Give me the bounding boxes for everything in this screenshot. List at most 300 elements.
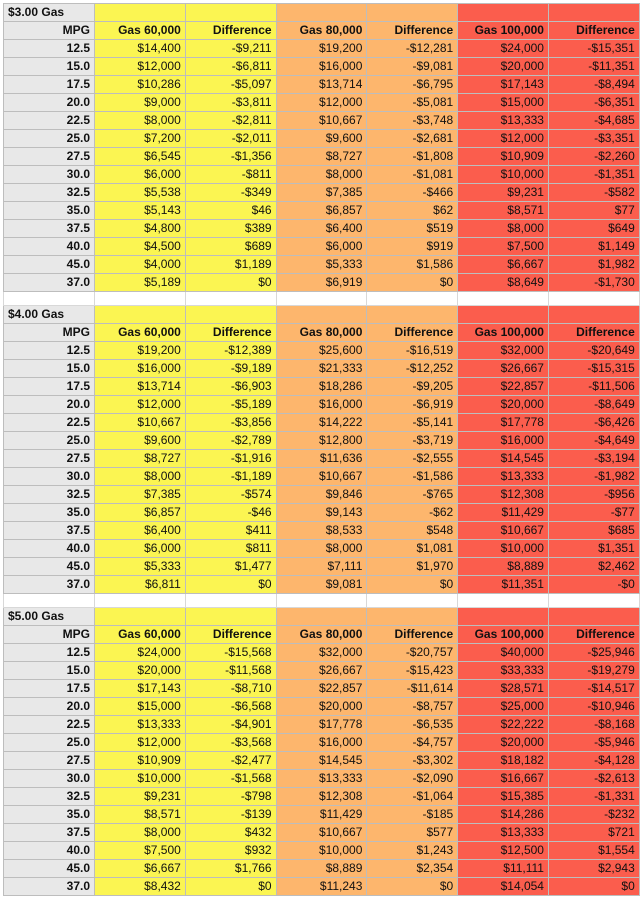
difference-80000[interactable]: $1,081 [367,540,458,558]
difference-60000[interactable]: -$1,356 [185,148,276,166]
mpg-cell[interactable]: 20.0 [4,94,95,112]
difference-80000[interactable]: -$1,064 [367,788,458,806]
mpg-cell[interactable]: 20.0 [4,698,95,716]
difference-80000[interactable]: -$5,141 [367,414,458,432]
empty-cell[interactable] [548,4,639,22]
difference-60000[interactable]: $389 [185,220,276,238]
difference-80000[interactable]: $62 [367,202,458,220]
cost-gas-80000[interactable]: $10,000 [276,842,367,860]
average-mpg-cell[interactable]: 37.0 [4,878,95,896]
difference-100000[interactable]: -$19,279 [548,662,639,680]
difference-80000[interactable]: -$466 [367,184,458,202]
cost-gas-60000[interactable]: $10,909 [95,752,186,770]
mpg-cell[interactable]: 20.0 [4,396,95,414]
difference-100000[interactable]: -$6,426 [548,414,639,432]
cost-gas-100000[interactable]: $15,385 [458,788,549,806]
cost-gas-80000[interactable]: $16,000 [276,396,367,414]
cost-gas-100000[interactable]: $8,889 [458,558,549,576]
average-difference-60000[interactable]: $0 [185,274,276,292]
difference-60000[interactable]: -$11,568 [185,662,276,680]
difference-60000[interactable]: $811 [185,540,276,558]
cost-gas-80000[interactable]: $10,667 [276,468,367,486]
difference-100000[interactable]: -$77 [548,504,639,522]
average-cost-gas-100000[interactable]: $8,649 [458,274,549,292]
mpg-cell[interactable]: 35.0 [4,504,95,522]
difference-100000[interactable]: -$25,946 [548,644,639,662]
cost-gas-80000[interactable]: $22,857 [276,680,367,698]
cost-gas-80000[interactable]: $9,846 [276,486,367,504]
difference-100000[interactable]: -$4,685 [548,112,639,130]
cost-gas-80000[interactable]: $26,667 [276,662,367,680]
difference-100000[interactable]: -$14,517 [548,680,639,698]
mpg-cell[interactable]: 25.0 [4,734,95,752]
mpg-cell[interactable]: 32.5 [4,486,95,504]
cost-gas-60000[interactable]: $10,667 [95,414,186,432]
cost-gas-60000[interactable]: $12,000 [95,396,186,414]
cost-gas-60000[interactable]: $5,333 [95,558,186,576]
empty-cell[interactable] [458,306,549,324]
cost-gas-60000[interactable]: $4,800 [95,220,186,238]
cost-gas-80000[interactable]: $14,545 [276,752,367,770]
mpg-cell[interactable]: 30.0 [4,468,95,486]
average-mpg-cell[interactable]: 37.0 [4,274,95,292]
difference-80000[interactable]: -$1,586 [367,468,458,486]
difference-100000[interactable]: $685 [548,522,639,540]
cost-gas-80000[interactable]: $17,778 [276,716,367,734]
difference-60000[interactable]: -$798 [185,788,276,806]
cost-gas-60000[interactable]: $17,143 [95,680,186,698]
difference-60000[interactable]: -$1,568 [185,770,276,788]
difference-100000[interactable]: -$11,506 [548,378,639,396]
average-cost-gas-100000[interactable]: $11,351 [458,576,549,594]
difference-60000[interactable]: -$8,710 [185,680,276,698]
difference-100000[interactable]: -$2,613 [548,770,639,788]
difference-80000[interactable]: -$6,795 [367,76,458,94]
average-cost-gas-80000[interactable]: $6,919 [276,274,367,292]
average-difference-80000[interactable]: $0 [367,576,458,594]
difference-80000[interactable]: -$4,757 [367,734,458,752]
difference-60000[interactable]: -$2,477 [185,752,276,770]
difference-100000[interactable]: -$1,351 [548,166,639,184]
difference-80000[interactable]: $1,970 [367,558,458,576]
difference-60000[interactable]: -$12,389 [185,342,276,360]
difference-80000[interactable]: -$765 [367,486,458,504]
average-cost-gas-60000[interactable]: $8,432 [95,878,186,896]
cost-gas-60000[interactable]: $4,500 [95,238,186,256]
difference-80000[interactable]: -$12,281 [367,40,458,58]
cost-gas-100000[interactable]: $11,111 [458,860,549,878]
difference-80000[interactable]: $1,586 [367,256,458,274]
difference-60000[interactable]: $411 [185,522,276,540]
average-difference-60000[interactable]: $0 [185,878,276,896]
difference-60000[interactable]: $689 [185,238,276,256]
difference-100000[interactable]: -$6,351 [548,94,639,112]
empty-cell[interactable] [95,306,186,324]
cost-gas-80000[interactable]: $20,000 [276,698,367,716]
average-difference-100000[interactable]: $0 [548,878,639,896]
mpg-cell[interactable]: 37.5 [4,220,95,238]
mpg-cell[interactable]: 40.0 [4,540,95,558]
cost-gas-60000[interactable]: $7,500 [95,842,186,860]
mpg-cell[interactable]: 45.0 [4,256,95,274]
difference-80000[interactable]: -$9,081 [367,58,458,76]
cost-gas-60000[interactable]: $20,000 [95,662,186,680]
difference-100000[interactable]: -$3,194 [548,450,639,468]
mpg-cell[interactable]: 22.5 [4,112,95,130]
cost-gas-100000[interactable]: $20,000 [458,58,549,76]
cost-gas-100000[interactable]: $28,571 [458,680,549,698]
average-cost-gas-80000[interactable]: $9,081 [276,576,367,594]
difference-60000[interactable]: $1,477 [185,558,276,576]
difference-100000[interactable]: -$2,260 [548,148,639,166]
cost-gas-80000[interactable]: $11,429 [276,806,367,824]
cost-gas-60000[interactable]: $12,000 [95,734,186,752]
difference-80000[interactable]: -$185 [367,806,458,824]
empty-cell[interactable] [548,306,639,324]
cost-gas-80000[interactable]: $21,333 [276,360,367,378]
mpg-cell[interactable]: 15.0 [4,58,95,76]
cost-gas-80000[interactable]: $10,667 [276,112,367,130]
average-difference-100000[interactable]: -$1,730 [548,274,639,292]
cost-gas-100000[interactable]: $10,667 [458,522,549,540]
difference-80000[interactable]: -$9,205 [367,378,458,396]
empty-cell[interactable] [185,4,276,22]
mpg-cell[interactable]: 12.5 [4,40,95,58]
cost-gas-80000[interactable]: $8,727 [276,148,367,166]
difference-60000[interactable]: $1,189 [185,256,276,274]
difference-100000[interactable]: $2,943 [548,860,639,878]
difference-60000[interactable]: -$5,097 [185,76,276,94]
cost-gas-60000[interactable]: $6,857 [95,504,186,522]
difference-100000[interactable]: -$15,315 [548,360,639,378]
difference-60000[interactable]: -$574 [185,486,276,504]
average-mpg-cell[interactable]: 37.0 [4,576,95,594]
cost-gas-80000[interactable]: $7,111 [276,558,367,576]
cost-gas-100000[interactable]: $18,182 [458,752,549,770]
cost-gas-100000[interactable]: $33,333 [458,662,549,680]
difference-80000[interactable]: -$3,719 [367,432,458,450]
difference-60000[interactable]: -$1,916 [185,450,276,468]
cost-gas-100000[interactable]: $13,333 [458,468,549,486]
cost-gas-60000[interactable]: $13,714 [95,378,186,396]
cost-gas-60000[interactable]: $6,545 [95,148,186,166]
cost-gas-100000[interactable]: $13,333 [458,112,549,130]
cost-gas-60000[interactable]: $9,600 [95,432,186,450]
cost-gas-100000[interactable]: $25,000 [458,698,549,716]
difference-60000[interactable]: -$9,211 [185,40,276,58]
difference-60000[interactable]: -$9,189 [185,360,276,378]
empty-cell[interactable] [367,4,458,22]
difference-80000[interactable]: $519 [367,220,458,238]
average-cost-gas-60000[interactable]: $6,811 [95,576,186,594]
cost-gas-60000[interactable]: $15,000 [95,698,186,716]
difference-80000[interactable]: -$15,423 [367,662,458,680]
mpg-cell[interactable]: 27.5 [4,148,95,166]
difference-60000[interactable]: -$3,856 [185,414,276,432]
difference-80000[interactable]: -$2,090 [367,770,458,788]
difference-100000[interactable]: -$20,649 [548,342,639,360]
mpg-cell[interactable]: 35.0 [4,806,95,824]
mpg-header[interactable]: MPG [4,324,95,342]
average-difference-80000[interactable]: $0 [367,878,458,896]
cost-gas-60000[interactable]: $24,000 [95,644,186,662]
difference-100000[interactable]: -$8,168 [548,716,639,734]
mpg-cell[interactable]: 15.0 [4,360,95,378]
cost-gas-80000[interactable]: $8,533 [276,522,367,540]
section-title[interactable]: $4.00 Gas [4,306,95,324]
difference-80000[interactable]: $577 [367,824,458,842]
difference-60000[interactable]: $1,766 [185,860,276,878]
mpg-cell[interactable]: 17.5 [4,76,95,94]
cost-gas-100000[interactable]: $11,429 [458,504,549,522]
difference-60000[interactable]: $432 [185,824,276,842]
section-title[interactable]: $3.00 Gas [4,4,95,22]
header-gas-100000[interactable]: Gas 100,000 [458,324,549,342]
cost-gas-100000[interactable]: $8,000 [458,220,549,238]
mpg-cell[interactable]: 30.0 [4,770,95,788]
header-gas-80000[interactable]: Gas 80,000 [276,626,367,644]
cost-gas-100000[interactable]: $9,231 [458,184,549,202]
cost-gas-60000[interactable]: $9,231 [95,788,186,806]
difference-60000[interactable]: -$2,789 [185,432,276,450]
cost-gas-60000[interactable]: $8,000 [95,112,186,130]
difference-80000[interactable]: -$12,252 [367,360,458,378]
header-difference-60000[interactable]: Difference [185,324,276,342]
cost-gas-60000[interactable]: $16,000 [95,360,186,378]
difference-60000[interactable]: -$139 [185,806,276,824]
cost-gas-80000[interactable]: $11,636 [276,450,367,468]
empty-cell[interactable] [185,608,276,626]
header-difference-80000[interactable]: Difference [367,626,458,644]
cost-gas-60000[interactable]: $8,000 [95,468,186,486]
mpg-cell[interactable]: 37.5 [4,522,95,540]
difference-80000[interactable]: -$1,081 [367,166,458,184]
cost-gas-100000[interactable]: $22,222 [458,716,549,734]
mpg-cell[interactable]: 40.0 [4,238,95,256]
difference-80000[interactable]: $548 [367,522,458,540]
difference-80000[interactable]: -$5,081 [367,94,458,112]
cost-gas-80000[interactable]: $12,800 [276,432,367,450]
difference-80000[interactable]: $919 [367,238,458,256]
cost-gas-60000[interactable]: $10,000 [95,770,186,788]
cost-gas-60000[interactable]: $14,400 [95,40,186,58]
cost-gas-100000[interactable]: $17,143 [458,76,549,94]
mpg-cell[interactable]: 12.5 [4,342,95,360]
difference-100000[interactable]: $721 [548,824,639,842]
cost-gas-80000[interactable]: $25,600 [276,342,367,360]
difference-60000[interactable]: -$349 [185,184,276,202]
cost-gas-60000[interactable]: $7,200 [95,130,186,148]
cost-gas-100000[interactable]: $17,778 [458,414,549,432]
cost-gas-80000[interactable]: $6,857 [276,202,367,220]
difference-80000[interactable]: $2,354 [367,860,458,878]
cost-gas-60000[interactable]: $10,286 [95,76,186,94]
cost-gas-100000[interactable]: $12,308 [458,486,549,504]
empty-cell[interactable] [367,608,458,626]
difference-60000[interactable]: -$3,568 [185,734,276,752]
average-difference-60000[interactable]: $0 [185,576,276,594]
mpg-cell[interactable]: 40.0 [4,842,95,860]
difference-80000[interactable]: -$62 [367,504,458,522]
mpg-header[interactable]: MPG [4,626,95,644]
difference-80000[interactable]: -$16,519 [367,342,458,360]
difference-60000[interactable]: -$1,189 [185,468,276,486]
cost-gas-100000[interactable]: $10,000 [458,540,549,558]
difference-100000[interactable]: -$956 [548,486,639,504]
difference-100000[interactable]: $649 [548,220,639,238]
cost-gas-100000[interactable]: $20,000 [458,734,549,752]
cost-gas-60000[interactable]: $8,000 [95,824,186,842]
cost-gas-100000[interactable]: $26,667 [458,360,549,378]
mpg-cell[interactable]: 45.0 [4,860,95,878]
cost-gas-60000[interactable]: $8,571 [95,806,186,824]
difference-100000[interactable]: -$11,351 [548,58,639,76]
cost-gas-60000[interactable]: $6,400 [95,522,186,540]
empty-cell[interactable] [95,4,186,22]
difference-100000[interactable]: $1,982 [548,256,639,274]
cost-gas-80000[interactable]: $9,600 [276,130,367,148]
difference-80000[interactable]: -$3,302 [367,752,458,770]
cost-gas-100000[interactable]: $22,857 [458,378,549,396]
difference-60000[interactable]: -$6,903 [185,378,276,396]
difference-80000[interactable]: $1,243 [367,842,458,860]
difference-60000[interactable]: -$5,189 [185,396,276,414]
empty-cell[interactable] [276,4,367,22]
difference-100000[interactable]: -$15,351 [548,40,639,58]
cost-gas-80000[interactable]: $13,333 [276,770,367,788]
difference-60000[interactable]: $932 [185,842,276,860]
cost-gas-80000[interactable]: $32,000 [276,644,367,662]
empty-cell[interactable] [95,608,186,626]
difference-60000[interactable]: -$46 [185,504,276,522]
mpg-cell[interactable]: 25.0 [4,432,95,450]
cost-gas-80000[interactable]: $7,385 [276,184,367,202]
average-difference-80000[interactable]: $0 [367,274,458,292]
cost-gas-80000[interactable]: $12,308 [276,788,367,806]
difference-80000[interactable]: -$3,748 [367,112,458,130]
difference-60000[interactable]: -$15,568 [185,644,276,662]
mpg-cell[interactable]: 15.0 [4,662,95,680]
header-difference-80000[interactable]: Difference [367,22,458,40]
cost-gas-100000[interactable]: $32,000 [458,342,549,360]
difference-80000[interactable]: -$11,614 [367,680,458,698]
cost-gas-100000[interactable]: $15,000 [458,94,549,112]
mpg-cell[interactable]: 32.5 [4,184,95,202]
cost-gas-100000[interactable]: $40,000 [458,644,549,662]
empty-cell[interactable] [276,608,367,626]
difference-100000[interactable]: -$8,649 [548,396,639,414]
cost-gas-100000[interactable]: $7,500 [458,238,549,256]
section-title[interactable]: $5.00 Gas [4,608,95,626]
cost-gas-100000[interactable]: $12,500 [458,842,549,860]
difference-100000[interactable]: -$4,128 [548,752,639,770]
header-difference-60000[interactable]: Difference [185,22,276,40]
mpg-cell[interactable]: 22.5 [4,716,95,734]
mpg-cell[interactable]: 32.5 [4,788,95,806]
cost-gas-80000[interactable]: $18,286 [276,378,367,396]
cost-gas-80000[interactable]: $12,000 [276,94,367,112]
cost-gas-80000[interactable]: $6,000 [276,238,367,256]
empty-cell[interactable] [367,306,458,324]
cost-gas-100000[interactable]: $14,286 [458,806,549,824]
difference-100000[interactable]: $1,351 [548,540,639,558]
cost-gas-60000[interactable]: $9,000 [95,94,186,112]
mpg-cell[interactable]: 37.5 [4,824,95,842]
mpg-cell[interactable]: 17.5 [4,378,95,396]
mpg-cell[interactable]: 27.5 [4,752,95,770]
cost-gas-80000[interactable]: $13,714 [276,76,367,94]
cost-gas-60000[interactable]: $5,538 [95,184,186,202]
cost-gas-60000[interactable]: $6,000 [95,166,186,184]
difference-100000[interactable]: $77 [548,202,639,220]
difference-60000[interactable]: -$2,011 [185,130,276,148]
difference-100000[interactable]: $1,554 [548,842,639,860]
empty-cell[interactable] [276,306,367,324]
difference-100000[interactable]: -$582 [548,184,639,202]
cost-gas-100000[interactable]: $14,545 [458,450,549,468]
header-difference-100000[interactable]: Difference [548,626,639,644]
mpg-cell[interactable]: 27.5 [4,450,95,468]
average-cost-gas-80000[interactable]: $11,243 [276,878,367,896]
cost-gas-60000[interactable]: $6,667 [95,860,186,878]
cost-gas-100000[interactable]: $13,333 [458,824,549,842]
cost-gas-100000[interactable]: $16,000 [458,432,549,450]
difference-80000[interactable]: -$8,757 [367,698,458,716]
header-gas-100000[interactable]: Gas 100,000 [458,22,549,40]
average-cost-gas-100000[interactable]: $14,054 [458,878,549,896]
empty-cell[interactable] [458,4,549,22]
header-gas-80000[interactable]: Gas 80,000 [276,22,367,40]
cost-gas-80000[interactable]: $10,667 [276,824,367,842]
cost-gas-60000[interactable]: $8,727 [95,450,186,468]
cost-gas-80000[interactable]: $8,000 [276,166,367,184]
cost-gas-100000[interactable]: $10,909 [458,148,549,166]
mpg-cell[interactable]: 22.5 [4,414,95,432]
difference-100000[interactable]: -$232 [548,806,639,824]
difference-100000[interactable]: -$4,649 [548,432,639,450]
empty-cell[interactable] [185,306,276,324]
cost-gas-80000[interactable]: $6,400 [276,220,367,238]
header-difference-100000[interactable]: Difference [548,324,639,342]
difference-80000[interactable]: -$1,808 [367,148,458,166]
cost-gas-100000[interactable]: $8,571 [458,202,549,220]
cost-gas-80000[interactable]: $5,333 [276,256,367,274]
cost-gas-100000[interactable]: $6,667 [458,256,549,274]
header-difference-60000[interactable]: Difference [185,626,276,644]
header-difference-80000[interactable]: Difference [367,324,458,342]
cost-gas-80000[interactable]: $16,000 [276,734,367,752]
cost-gas-100000[interactable]: $10,000 [458,166,549,184]
difference-60000[interactable]: $46 [185,202,276,220]
difference-60000[interactable]: -$6,568 [185,698,276,716]
cost-gas-80000[interactable]: $8,000 [276,540,367,558]
difference-100000[interactable]: -$3,351 [548,130,639,148]
empty-cell[interactable] [458,608,549,626]
difference-100000[interactable]: -$10,946 [548,698,639,716]
difference-100000[interactable]: -$8,494 [548,76,639,94]
cost-gas-60000[interactable]: $7,385 [95,486,186,504]
header-gas-60000[interactable]: Gas 60,000 [95,324,186,342]
cost-gas-100000[interactable]: $16,667 [458,770,549,788]
cost-gas-80000[interactable]: $16,000 [276,58,367,76]
difference-60000[interactable]: -$811 [185,166,276,184]
difference-80000[interactable]: -$6,535 [367,716,458,734]
difference-80000[interactable]: -$6,919 [367,396,458,414]
mpg-cell[interactable]: 25.0 [4,130,95,148]
cost-gas-60000[interactable]: $6,000 [95,540,186,558]
header-difference-100000[interactable]: Difference [548,22,639,40]
mpg-cell[interactable]: 35.0 [4,202,95,220]
